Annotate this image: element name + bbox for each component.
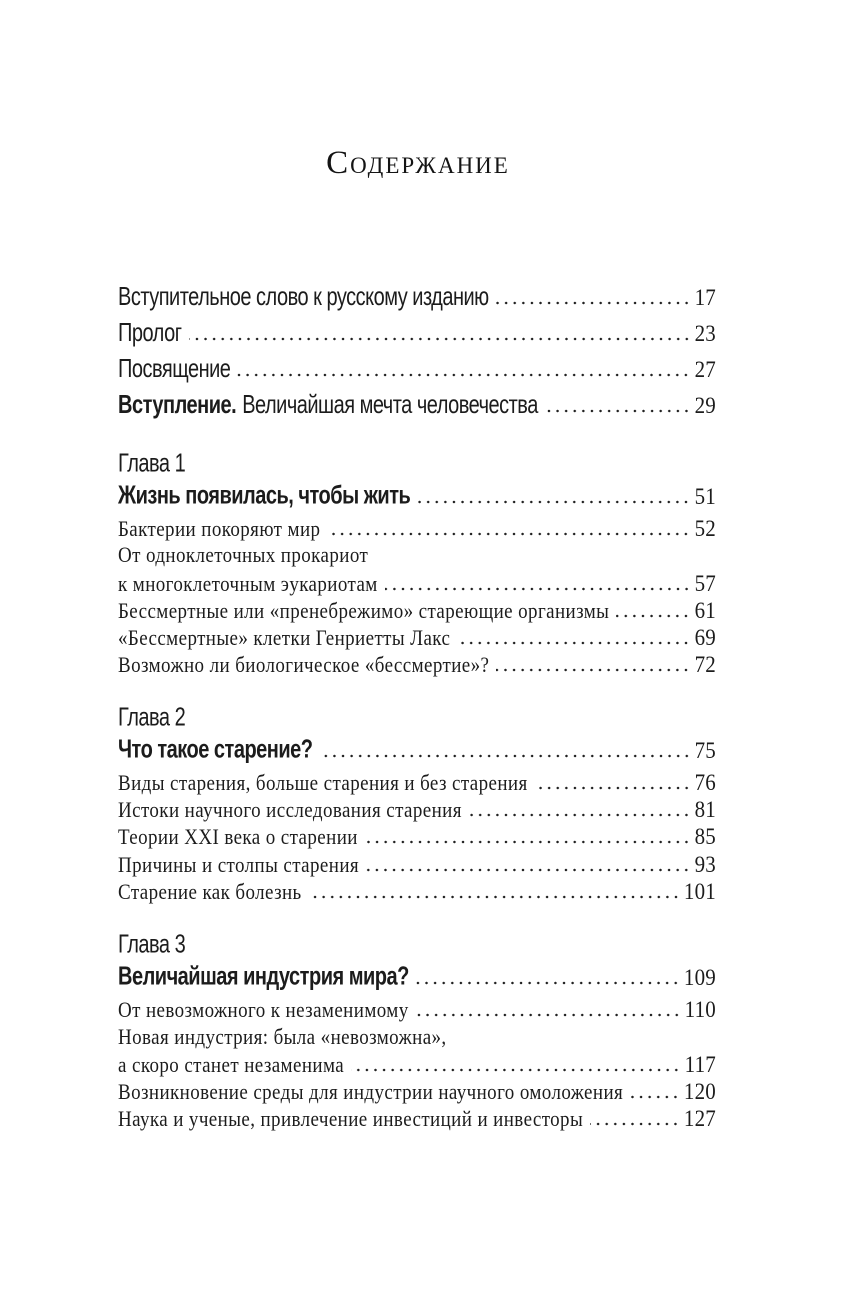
toc-entry-label: Виды старения, больше старения и без старения <box>118 771 528 796</box>
leader-dots <box>416 1013 681 1017</box>
toc-page-number: 57 <box>694 569 716 597</box>
toc-page-number: 61 <box>694 596 716 624</box>
leader-dots <box>590 1122 680 1126</box>
toc-entry-label-bold: Вступление. <box>118 391 237 420</box>
toc-entry <box>118 852 716 879</box>
toc-entry-label: Возможно ли биологическое «бессмертие»? <box>118 653 490 679</box>
toc-entry <box>118 824 716 851</box>
chapter-label: Глава 1 <box>118 449 186 479</box>
toc-entry-label: Возникновение среды для индустрии научного омоложения <box>118 1080 624 1105</box>
toc-entry-label: «Бессмертные» клетки Генриетты Лакс <box>118 626 451 651</box>
leader-dots <box>630 1095 680 1099</box>
leader-dots <box>469 813 691 817</box>
leader-dots <box>535 786 691 790</box>
toc-entry-label: Теории XXI века о старении <box>118 825 358 850</box>
toc-entry <box>118 1052 716 1079</box>
toc-entry <box>118 1106 716 1133</box>
leader-dots <box>457 641 690 645</box>
contents-title: Содержание <box>326 145 510 181</box>
toc-entry-label-regular: Величайшая мечта человечества <box>242 391 538 420</box>
toc-entry-label <box>118 382 538 428</box>
leader-dots <box>416 981 680 985</box>
leader-dots <box>351 1068 681 1072</box>
toc-entry <box>118 571 716 598</box>
leader-dots <box>496 668 690 672</box>
toc-page-number: 127 <box>683 1105 716 1132</box>
toc-entry-label: Старение как болезнь <box>118 880 302 905</box>
toc-entry <box>118 797 716 824</box>
toc-page-number: 17 <box>694 283 716 311</box>
chapter-block <box>118 932 716 1133</box>
leader-dots <box>616 614 690 618</box>
toc-entry <box>118 598 716 625</box>
front-matter <box>118 280 716 424</box>
chapter-title-label: Величайшая индустрия мира? <box>118 963 409 992</box>
toc-entry-label: а скоро станет незаменима <box>118 1053 345 1078</box>
toc-page-number: 52 <box>694 514 716 542</box>
toc-entry-label: Пролог <box>118 319 182 348</box>
toc-page-number: 81 <box>694 795 716 823</box>
toc-entry <box>118 625 716 652</box>
toc-entry <box>118 1079 716 1106</box>
leader-dots <box>189 337 691 341</box>
leader-dots <box>496 301 691 305</box>
leader-dots <box>365 840 691 844</box>
toc-page-number: 69 <box>694 623 716 651</box>
leader-dots <box>366 868 691 872</box>
toc-page-number: 93 <box>694 850 716 878</box>
toc-entry-label: Причины и столпы старения <box>118 853 360 878</box>
table-of-contents <box>118 280 716 1134</box>
chapter-block <box>118 451 716 680</box>
toc-page-number: 29 <box>694 391 716 419</box>
toc-entry <box>118 280 716 316</box>
toc-entry <box>118 770 716 797</box>
toc-entry-label: Бессмертные или «пренебрежимо» стареющие организмы <box>118 599 610 624</box>
toc-entry-first-line: От одноклеточных прокариот <box>118 543 369 568</box>
toc-entry-label: Вступительное слово к русскому изданию <box>118 283 489 312</box>
chapter-label: Глава 2 <box>118 703 186 732</box>
leader-dots <box>237 373 690 377</box>
toc-page-number: 101 <box>683 877 716 905</box>
chapter-title-label: Что такое старение? <box>118 735 313 764</box>
leader-dots <box>545 409 691 413</box>
toc-page-number: 23 <box>694 319 716 347</box>
toc-page-number: 120 <box>683 1077 716 1105</box>
toc-entry <box>118 879 716 906</box>
leader-dots <box>320 754 691 758</box>
leader-dots <box>385 587 691 591</box>
toc-entry-first-line: Новая индустрия: была «невозможна», <box>118 1024 447 1050</box>
chapter-title-entry <box>118 963 716 994</box>
section-list <box>118 516 716 680</box>
toc-page-number: 51 <box>694 482 716 510</box>
toc-entry <box>118 388 716 424</box>
section-list <box>118 770 716 906</box>
chapter-title-entry <box>118 736 716 767</box>
leader-dots <box>417 500 690 504</box>
chapter-block <box>118 705 716 906</box>
chapter-title-label: Жизнь появилась, чтобы жить <box>118 481 411 511</box>
toc-page-number: 72 <box>694 651 716 679</box>
toc-entry <box>118 997 716 1024</box>
toc-entry-label: Посвящение <box>118 355 231 384</box>
section-list <box>118 997 716 1133</box>
leader-dots <box>327 532 690 536</box>
chapter-label: Глава 3 <box>118 931 186 960</box>
toc-page-number: 109 <box>683 963 716 991</box>
leader-dots <box>309 895 680 899</box>
toc-page-number: 75 <box>694 736 716 764</box>
toc-page-number: 110 <box>684 995 716 1023</box>
toc-entry-label: Наука и ученые, привлечение инвестиций и инвесторы <box>118 1107 584 1132</box>
chapter-title-entry <box>118 482 716 513</box>
toc-entry-label: От невозможного к незаменимому <box>118 998 409 1023</box>
toc-page-number: 27 <box>694 355 716 383</box>
toc-page-number: 85 <box>694 823 716 850</box>
toc-entry-label: Бактерии покоряют мир <box>118 517 321 542</box>
toc-page-number: 117 <box>684 1050 716 1078</box>
toc-entry-label: Истоки научного исследования старения <box>118 798 462 823</box>
toc-entry <box>118 652 716 679</box>
toc-entry-label: к многоклеточным эукариотам <box>118 571 378 597</box>
toc-page-number: 76 <box>694 768 716 796</box>
